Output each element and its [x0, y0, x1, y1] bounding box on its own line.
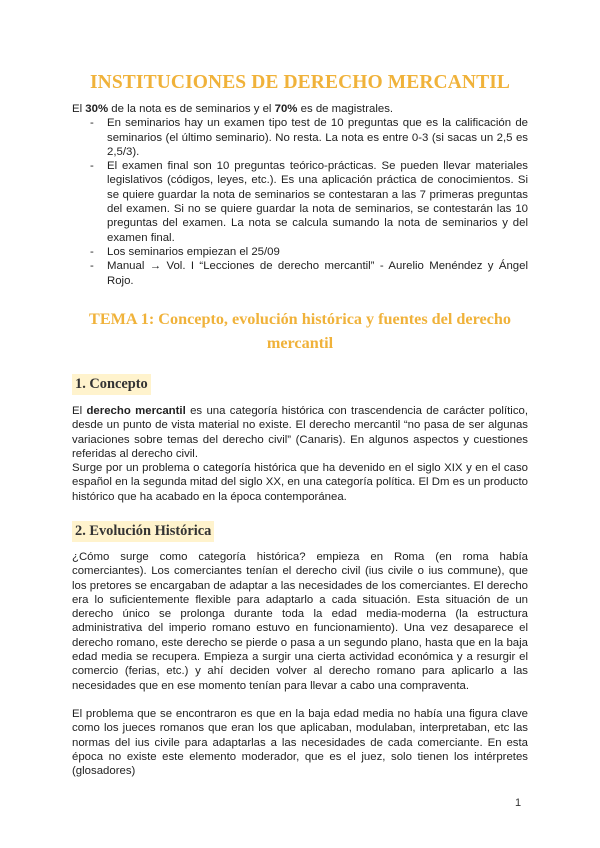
- document-title: INSTITUCIONES DE DERECHO MERCANTIL: [89, 72, 511, 93]
- evolucion-paragraph-1: ¿Cómo surge como categoría histórica? empieza en Roma (en roma había comerciantes). Los comerciantes tenían el derecho civil (ius civile o ius commune), que los pretores se encargaban de adaptar a las necesidades de los comerciantes. El derecho era lo suficientemente flexible para adaptarlo a cada situación. Esta situación de un derecho único se prolonga durante toda la edad media-moderna (la estructura administrativa del imperio romano estuvo en funcionamiento). Una vez desaparece el derecho romano, este derecho se pierde o pasa a un segundo plano, hasta que en la baja edad media se recupera. Empieza a surgir una cierta actividad económica y a resurgir el comercio (ferias, etc.) y ahí deciden volver al derecho romano para aplicarlo a las necesidades que en ese momento tenían para llevar a cabo una compraventa.: [72, 551, 528, 692]
- concepto-paragraph-2: Surge por un problema o categoría histórica que ha devenido en el siglo XIX y en el caso español en la segunda mitad del siglo XX, en una categoría política. El Dm es un producto histórico que ha acabado en la época contemporánea.: [72, 462, 528, 503]
- section-evolucion-body: [72, 550, 528, 778]
- lecture-percent: 70%: [274, 103, 298, 115]
- bullet-manual: - Manual → Vol. I “Lecciones de derecho mercantil” - Aurelio Menéndez y Ángel Rojo.: [107, 259, 528, 288]
- section-heading-evolucion: 2. Evolución Histórica: [72, 521, 214, 542]
- bullet-seminar-exam: - En seminarios hay un examen tipo test de 10 preguntas que es la calificación de seminarios (el último seminario). No resta. La nota es entre 0-3 (si sacas un 2,5 es 2,5/3).: [107, 116, 528, 159]
- tema-title: TEMA 1: Concepto, evolución histórica y fuentes del derecho mercantil: [89, 310, 511, 352]
- intro-text: de la nota es de seminarios y el: [108, 103, 275, 115]
- intro-paragraph: [72, 102, 528, 116]
- concepto-term: derecho mercantil: [86, 405, 186, 417]
- intro-bullet-list: [72, 116, 528, 288]
- section-concepto-body: [72, 404, 528, 504]
- concepto-text: es una categoría histórica con trascendencia de carácter político, desde un punto de vista material no existe. El derecho mercantil “no pasa de ser algunas variaciones sobre temas del derecho civil” (Canaris). En algunos aspectos y cuestiones referidas al derecho civil.: [72, 405, 529, 460]
- intro-text: El: [72, 103, 86, 115]
- intro-block: [72, 102, 528, 288]
- evolucion-paragraph-2: El problema que se encontraron es que en la baja edad media no había una figura clave como los jueces romanos que eran los que aplicaban, modulaban, interpretaban, etc las normas del ius civile para adaptarlas a las necesidades de cada comerciante. En esta época no existe este elemento moderador, que es el juez, solo tienen los intérpretes (glosadores): [72, 707, 528, 778]
- concepto-paragraph-1: [72, 404, 528, 461]
- seminar-percent: 30%: [85, 103, 109, 115]
- concepto-text: El: [72, 405, 87, 417]
- section-heading-concepto: 1. Concepto: [72, 374, 151, 395]
- page-number: 1: [515, 797, 522, 809]
- bullet-final-exam: - El examen final son 10 preguntas teórico-prácticas. Se pueden llevar materiales legislativos (códigos, leyes, etc.). Es una aplicación práctica de conocimientos. Si se quiere guardar la nota de seminarios se contestaran a las 7 primeras preguntas del examen. Si no se quiere guardar la nota de seminarios, se contestarán las 10 preguntas del examen. La nota se calcula sumando la nota de seminarios y del examen final.: [107, 159, 528, 245]
- intro-text: es de magistrales.: [297, 103, 394, 115]
- bullet-seminar-start: - Los seminarios empiezan el 25/09: [107, 245, 528, 259]
